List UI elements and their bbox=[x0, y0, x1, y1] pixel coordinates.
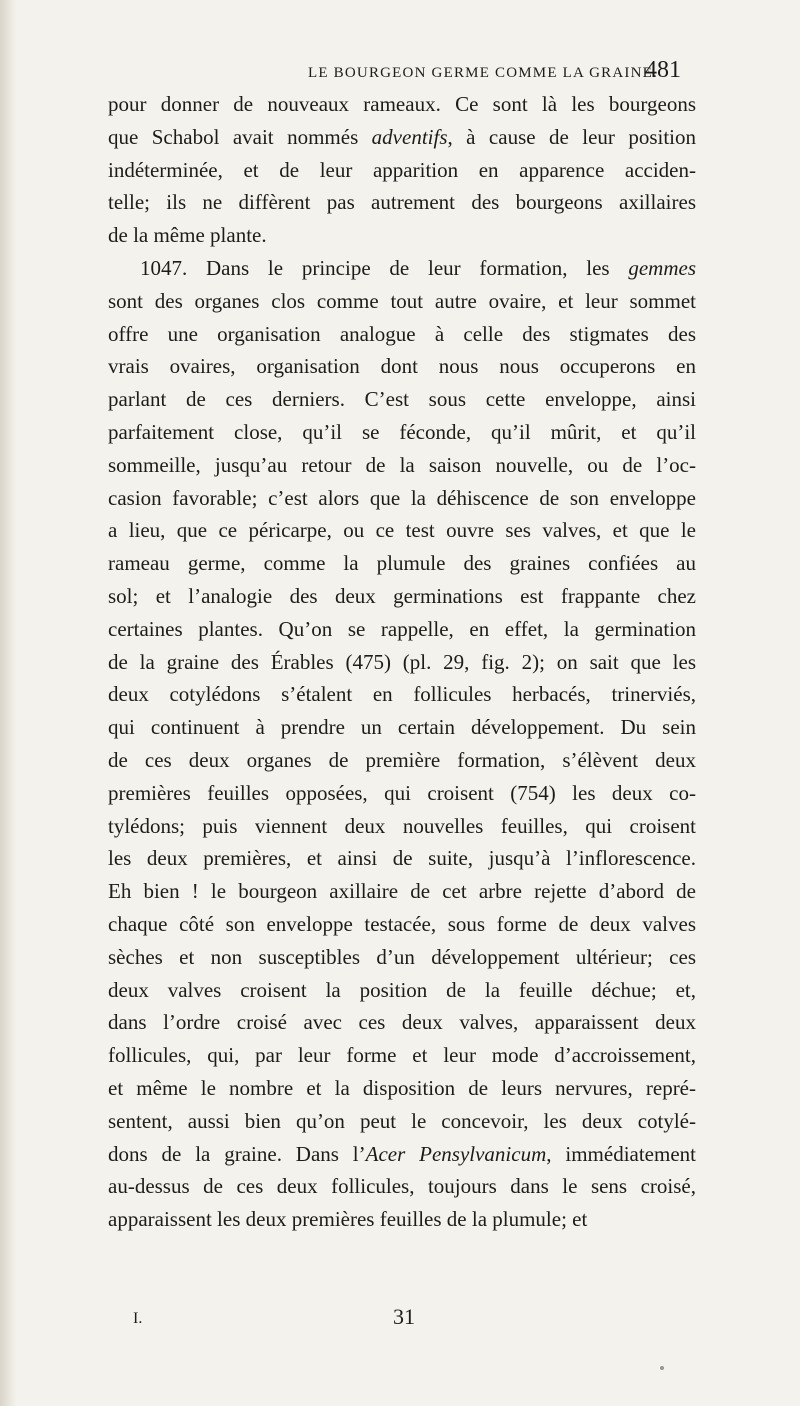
text-line bbox=[108, 1170, 696, 1203]
text-line bbox=[108, 121, 696, 154]
text-segment: de la graine des Érables (475) (pl. 29, fig. 2); on sait que les bbox=[108, 649, 696, 674]
text-line bbox=[108, 416, 696, 449]
text-line bbox=[108, 810, 696, 843]
text-segment: de la même plante. bbox=[108, 223, 267, 248]
text-segment: apparaissent les deux premières feuilles de la plumule; et bbox=[108, 1207, 588, 1232]
text-segment: sèches et non susceptibles d’un développement ultérieur; ces bbox=[108, 944, 696, 969]
text-line bbox=[108, 285, 696, 318]
text-line bbox=[108, 219, 696, 252]
text-segment: 1047. Dans le principe de leur formation, les bbox=[140, 255, 629, 280]
text-line bbox=[108, 744, 696, 777]
text-line bbox=[108, 383, 696, 416]
text-segment: tylédons; puis viennent deux nouvelles feuilles, qui croisent bbox=[108, 813, 696, 838]
text-segment: les deux premières, et ainsi de suite, jusqu’à l’inflorescence. bbox=[108, 846, 696, 871]
signature-mark: I. bbox=[133, 1310, 143, 1327]
text-line bbox=[108, 875, 696, 908]
text-line bbox=[108, 547, 696, 580]
text-segment: au-dessus de ces deux follicules, toujours dans le sens croisé, bbox=[108, 1174, 696, 1199]
page-number: 481 bbox=[645, 57, 681, 83]
italic-term: gemmes bbox=[628, 255, 696, 280]
italic-term: adventifs bbox=[371, 124, 448, 149]
text-line bbox=[108, 580, 696, 613]
text-line bbox=[108, 1138, 696, 1171]
text-segment: deux cotylédons s’étalent en follicules herbacés, trinerviés, bbox=[108, 682, 696, 707]
paper-speck bbox=[660, 1366, 664, 1370]
text-segment: sentent, aussi bien qu’on peut le concevoir, les deux cotylé- bbox=[108, 1108, 696, 1133]
text-line bbox=[108, 941, 696, 974]
text-segment: deux valves croisent la position de la feuille déchue; et, bbox=[108, 977, 696, 1002]
text-segment: premières feuilles opposées, qui croisent (754) les deux co- bbox=[108, 780, 696, 805]
text-segment: parfaitement close, qu’il se féconde, qu’il mûrit, et qu’il bbox=[108, 419, 696, 444]
text-line bbox=[108, 777, 696, 810]
text-line bbox=[108, 1039, 696, 1072]
page-footer bbox=[0, 1304, 800, 1344]
text-line bbox=[108, 1203, 696, 1236]
text-line bbox=[108, 711, 696, 744]
text-line bbox=[108, 1006, 696, 1039]
text-segment: sommeille, jusqu’au retour de la saison nouvelle, ou de l’oc- bbox=[108, 452, 696, 477]
text-line bbox=[108, 449, 696, 482]
text-segment: dons de la graine. Dans l’ bbox=[108, 1141, 366, 1166]
text-segment: vrais ovaires, organisation dont nous nous occuperons en bbox=[108, 354, 696, 379]
text-segment: indéterminée, et de leur apparition en apparence acciden- bbox=[108, 157, 696, 182]
text-line bbox=[108, 646, 696, 679]
text-segment: casion favorable; c’est alors que la déhiscence de son enveloppe bbox=[108, 485, 696, 510]
text-segment: a lieu, que ce péricarpe, ou ce test ouvre ses valves, et que le bbox=[108, 518, 696, 543]
text-segment: follicules, qui, par leur forme et leur mode d’accroissement, bbox=[108, 1043, 696, 1068]
text-line bbox=[108, 1105, 696, 1138]
text-segment: Eh bien ! le bourgeon axillaire de cet arbre rejette d’abord de bbox=[108, 879, 696, 904]
text-segment: parlant de ces derniers. C’est sous cette enveloppe, ainsi bbox=[108, 387, 696, 412]
text-line bbox=[108, 613, 696, 646]
text-line bbox=[108, 908, 696, 941]
body-text bbox=[108, 88, 696, 1236]
text-segment: dans l’ordre croisé avec ces deux valves, apparaissent deux bbox=[108, 1010, 696, 1035]
text-line bbox=[108, 482, 696, 515]
text-line bbox=[108, 842, 696, 875]
text-segment: sol; et l’analogie des deux germinations est frappante chez bbox=[108, 583, 696, 608]
page-edge-shadow bbox=[0, 0, 16, 1406]
text-line bbox=[108, 318, 696, 351]
text-segment: et même le nombre et la disposition de leurs nervures, repré- bbox=[108, 1075, 696, 1100]
text-segment: que Schabol avait nommés bbox=[108, 124, 372, 149]
text-line bbox=[108, 186, 696, 219]
text-segment: certaines plantes. Qu’on se rappelle, en effet, la germination bbox=[108, 616, 696, 641]
text-segment: sont des organes clos comme tout autre ovaire, et leur sommet bbox=[108, 288, 696, 313]
text-line bbox=[108, 1072, 696, 1105]
text-segment: telle; ils ne diffèrent pas autrement des bourgeons axillaires bbox=[108, 190, 696, 215]
text-line bbox=[108, 514, 696, 547]
text-line bbox=[108, 350, 696, 383]
text-line bbox=[108, 88, 696, 121]
text-segment: , à cause de leur position bbox=[447, 124, 696, 149]
text-segment: de ces deux organes de première formation, s’élèvent deux bbox=[108, 747, 696, 772]
text-segment: , immédiatement bbox=[546, 1141, 696, 1166]
text-line bbox=[108, 154, 696, 187]
text-line bbox=[108, 252, 696, 285]
text-segment: chaque côté son enveloppe testacée, sous forme de deux valves bbox=[108, 911, 696, 936]
running-head: LE BOURGEON GERME COMME LA GRAINE. bbox=[308, 65, 658, 81]
text-segment: rameau germe, comme la plumule des graines confiées au bbox=[108, 551, 696, 576]
sheet-number: 31 bbox=[393, 1304, 415, 1329]
italic-term: Acer Pensylvanicum bbox=[365, 1141, 547, 1166]
text-segment: offre une organisation analogue à celle des stigmates des bbox=[108, 321, 696, 346]
text-segment: qui continuent à prendre un certain développement. Du sein bbox=[108, 715, 696, 740]
text-line bbox=[108, 678, 696, 711]
text-line bbox=[108, 974, 696, 1007]
text-segment: pour donner de nouveaux rameaux. Ce sont là les bourgeons bbox=[108, 92, 696, 116]
